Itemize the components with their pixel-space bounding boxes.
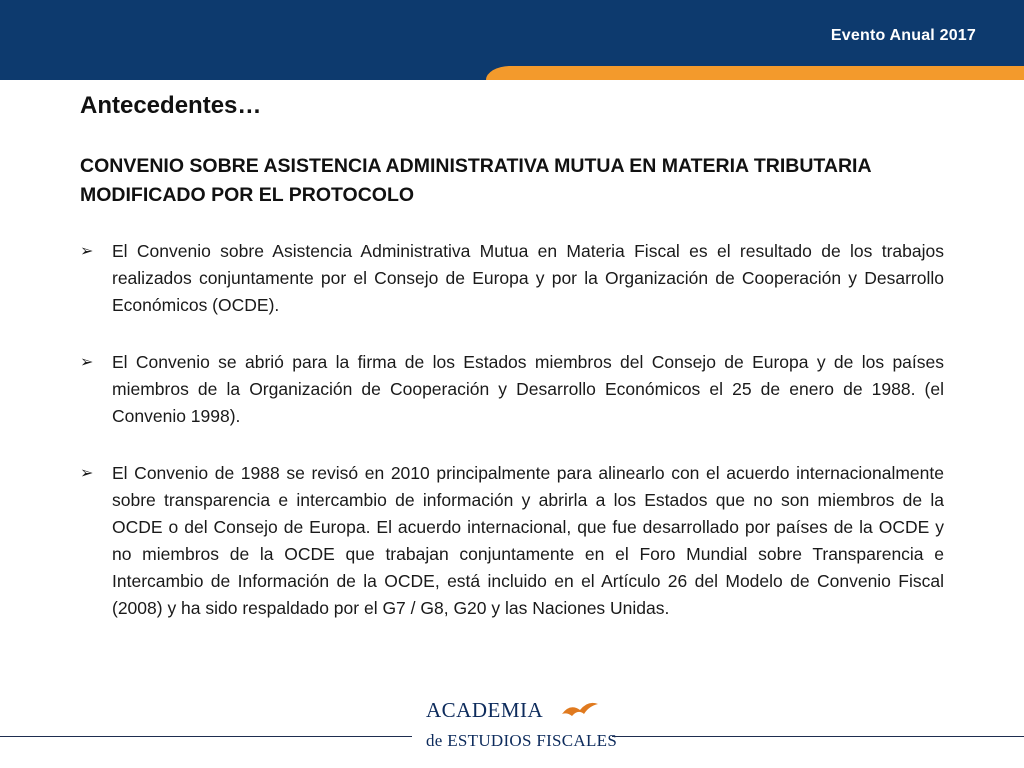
footer-divider-left bbox=[0, 736, 412, 737]
bullet-text-3: El Convenio de 1988 se revisó en 2010 principalmente para alinearlo con el acuerdo internacionalmente sobre transparencia e intercambio de información y abrirla a los Estados que no son miembros de la OCDE o del Consejo de Europa. El acuerdo internacional, que fue desarrollado por países de la OCDE y no miembros de la OCDE que trabajan conjuntamente en el Foro Mundial sobre Transparencia e Intercambio de Información de la OCDE, está incluido en el Artículo 26 del Modelo de Convenio Fiscal (2008) y ha sido respaldado por el G7 / G8, G20 y las Naciones Unidas. bbox=[112, 463, 944, 618]
bullet-item-3 bbox=[80, 460, 944, 622]
bird-logo-icon bbox=[560, 700, 600, 722]
convention-heading: CONVENIO SOBRE ASISTENCIA ADMINISTRATIVA MUTUA EN MATERIA TRIBUTARIA MODIFICADO POR EL PROTOCOLO bbox=[80, 155, 871, 206]
logo-text-estudios-fiscales: de ESTUDIOS FISCALES bbox=[426, 731, 618, 750]
logo-text-academia: ACADEMIA bbox=[426, 698, 544, 722]
bullet-text-2: El Convenio se abrió para la firma de los Estados miembros del Consejo de Europa y de los países miembros de la Organización de Cooperación y Desarrollo Económicos el 25 de enero de 1988. (el Convenio 1998). bbox=[112, 352, 944, 426]
academia-logo bbox=[424, 696, 618, 760]
arrowhead-bullet-icon: ➢ bbox=[80, 465, 94, 482]
header-accent-stripe bbox=[486, 66, 1024, 80]
bullet-item-2 bbox=[80, 349, 944, 430]
footer-divider-right bbox=[612, 736, 1024, 737]
section-title: Antecedentes… bbox=[80, 92, 262, 119]
arrowhead-bullet-icon: ➢ bbox=[80, 243, 94, 260]
event-title: Evento Anual 2017 bbox=[830, 27, 976, 44]
bullet-list bbox=[80, 238, 944, 622]
header-bar bbox=[0, 0, 1024, 80]
bullet-item-1 bbox=[80, 238, 944, 319]
arrowhead-bullet-icon: ➢ bbox=[80, 354, 94, 371]
bullet-text-1: El Convenio sobre Asistencia Administrativa Mutua en Materia Fiscal es el resultado de los trabajos realizados conjuntamente por el Consejo de Europa y por la Organización de Cooperación y Desarrollo Económicos (OCDE). bbox=[112, 241, 944, 315]
